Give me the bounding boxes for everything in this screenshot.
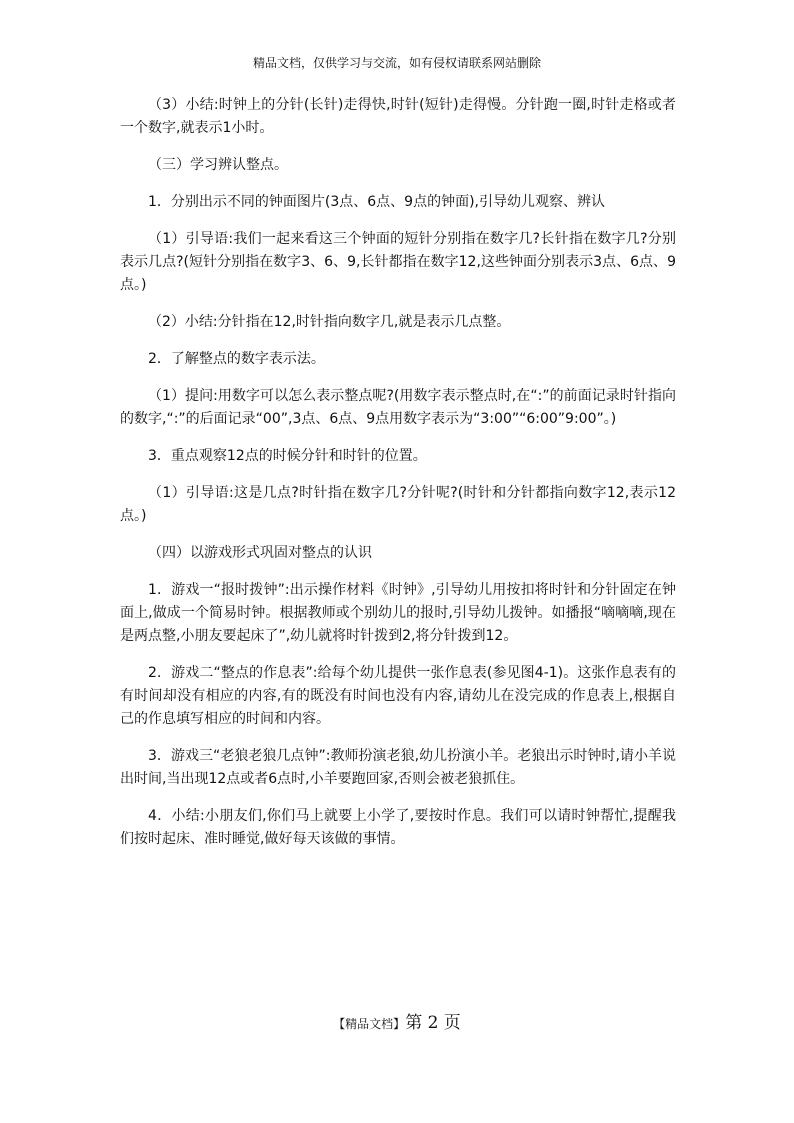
paragraph-step-1: 1．分别出示不同的钟面图片(3点、6点、9点的钟面),引导幼儿观察、辨认 — [148, 194, 606, 210]
paragraph-game-3: 3．游戏三“老狼老狼几点钟”:教师扮演老狼,幼儿扮演小羊。老狼出示时钟时,请小羊说出时间,当出现12点或者6点时,小羊要跑回家,否则会被老狼抓住。 — [120, 748, 676, 787]
document-body — [120, 94, 676, 865]
page-footer — [0, 1012, 794, 1035]
paragraph-summary-final: 4．小结:小朋友们,你们马上就要上小学了,要按时作息。我们可以请时钟帮忙,提醒我们按时起床、准时睡觉,做好每天该做的事情。 — [120, 808, 676, 847]
paragraph-guide-2: （1）引导语:这是几点?时针指在数字几?分针呢?(时针和分针都指向数字12,表示12点。) — [120, 485, 676, 524]
paragraph-game-2: 2．游戏二“整点的作息表”:给每个幼儿提供一张作息表(参见图4-1)。这张作息表有的有时间却没有相应的内容,有的既没有时间也没有内容,请幼儿在没完成的作息表上,根据自己的作息填写相应的时间和内容。 — [120, 665, 676, 727]
page-number: 第 2 页 — [405, 1013, 461, 1033]
paragraph-step-2: 2．了解整点的数字表示法。 — [148, 351, 325, 367]
paragraph-question-1: （1）提问:用数字可以怎么表示整点呢?(用数字表示整点时,在“:”的前面记录时针指向的数字,“:”的后面记录“00”,3点、6点、9点用数字表示为“3:00”“6:00”9:00”。) — [120, 388, 676, 427]
footer-tag: 【精品文档】 — [333, 1017, 406, 1031]
paragraph-game-1: 1．游戏一“报时拨钟”:出示操作材料《时钟》,引导幼儿用按扣将时针和分针固定在钟面上,做成一个简易时钟。根据教师或个别幼儿的报时,引导幼儿拨钟。如播报“嘀嘀嘀,现在是两点整,小朋友要起床了”,幼儿就将时针拨到2,将分针拨到12。 — [120, 582, 676, 644]
paragraph-summary-2: （2）小结:分针指在12,时针指向数字几,就是表示几点整。 — [148, 314, 511, 330]
paragraph-summary-hands: （3）小结:时钟上的分针(长针)走得快,时针(短针)走得慢。分针跑一圈,时针走格或者一个数字,就表示1小时。 — [120, 97, 676, 136]
section-heading-3: （三）学习辨认整点。 — [148, 157, 288, 173]
paragraph-guide-1: （1）引导语:我们一起来看这三个钟面的短针分别指在数字几?长针指在数字几?分别表示几点?(短针分别指在数字3、6、9,长针都指在数字12,这些钟面分别表示3点、6点、9点。) — [120, 231, 676, 293]
page-header: 精品文档，仅供学习与交流，如有侵权请联系网站删除 — [252, 56, 541, 70]
paragraph-step-3: 3．重点观察12点的时候分针和时针的位置。 — [148, 448, 427, 464]
section-heading-4: （四）以游戏形式巩固对整点的认识 — [148, 545, 372, 561]
